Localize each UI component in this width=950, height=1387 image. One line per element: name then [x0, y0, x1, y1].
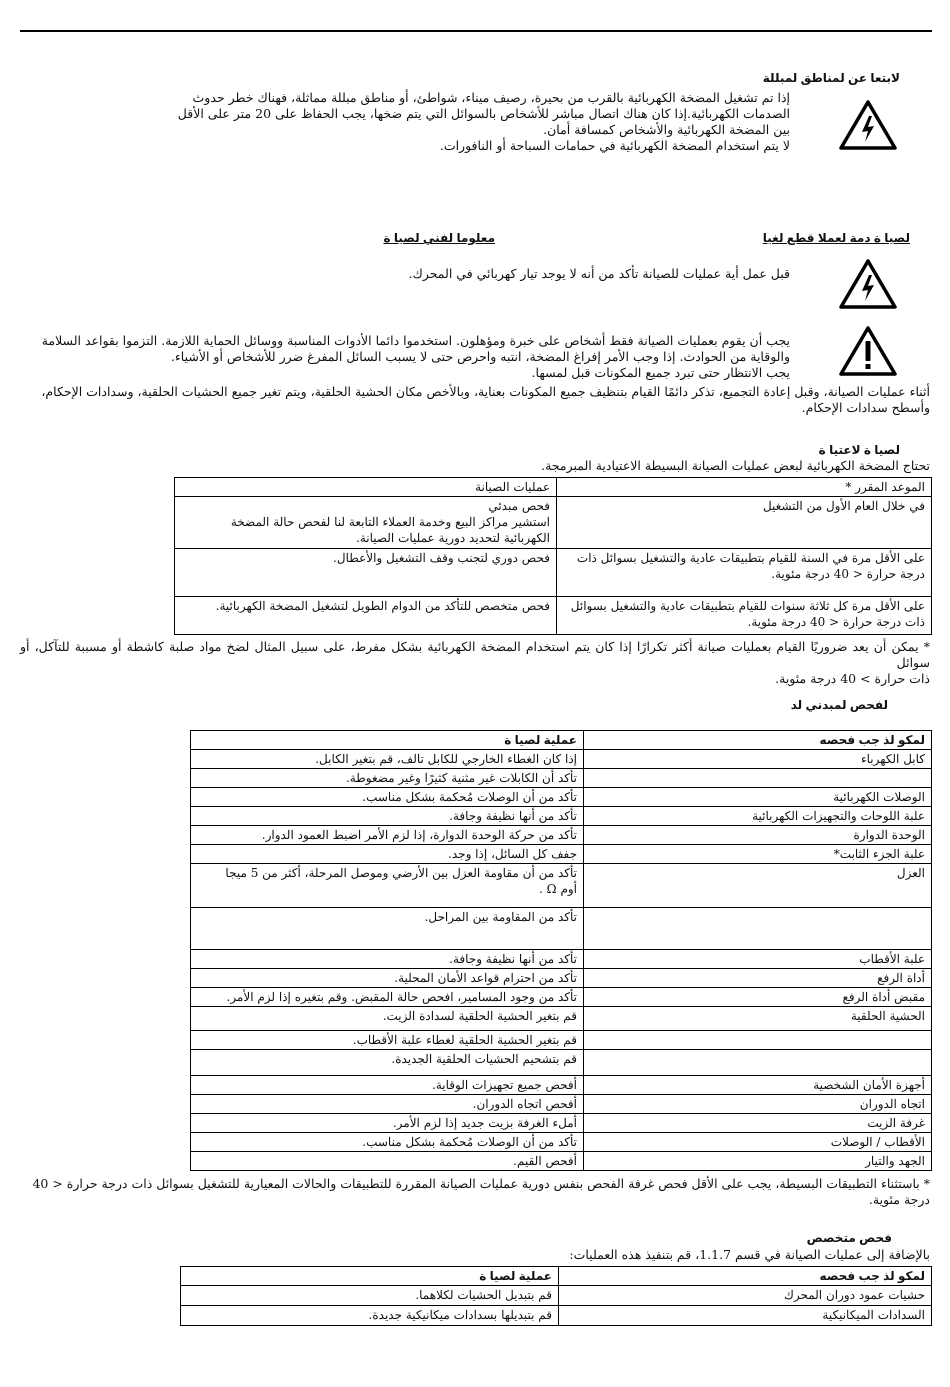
- op-line: تأكد من أن الوصلات مُحكمة بشكل مناسب.: [362, 790, 577, 804]
- table-row: [191, 988, 932, 1007]
- op-line: تأكد من أن مقاومة العزل بين الأرضي وموصل المرحلة، أكثر من 5 ميجا: [225, 866, 577, 880]
- op-cell: [191, 807, 584, 826]
- op-cell: [191, 845, 584, 864]
- op-line: جفف كل السائل، إذا وجد.: [448, 847, 577, 861]
- component-cell: الحشية الحلقية: [584, 1007, 932, 1031]
- component-cell: حشيات عمود دوران المحرك: [559, 1286, 932, 1306]
- op-cell: [191, 1007, 584, 1031]
- op-cell: [191, 769, 584, 788]
- op-line: قم بتغير الحشية الحلقية لغطاء علبة الأقطاب.: [352, 1033, 577, 1047]
- component-cell: [584, 1050, 932, 1076]
- schedule-cell: ذات درجة حرارة < 40 درجة مئوية.: [747, 615, 925, 629]
- table-row: [175, 549, 932, 597]
- section-specialist-title: فحص متخصص: [806, 1231, 892, 1245]
- op-line: أفحص اتجاه الدوران.: [472, 1097, 577, 1111]
- ops-cell: الكهربائية لتحديد دورية عمليات الصيانة.: [356, 531, 550, 545]
- table-row: [191, 1095, 932, 1114]
- op-cell: [191, 826, 584, 845]
- table-row: [191, 788, 932, 807]
- table-row: [175, 497, 932, 549]
- ops-cell: فحص متخصص للتأكد من الدوام الطويل لتشغيل المضخة الكهربائية.: [215, 599, 550, 613]
- warn-line-2: والوقاية من الحوادث. إذا وجب الأمر إفراغ المضخة، انتبه واحرص حتى لا يسبب السائل المفرغ ضرر للأشخاص أو الأشياء.: [170, 349, 790, 364]
- table-row: [191, 769, 932, 788]
- routine-table: [174, 477, 932, 635]
- op-cell: [191, 1152, 584, 1171]
- op-line: أفحص القيم.: [513, 1154, 577, 1168]
- op-line: تأكد أن الكابلات غير مثنية كثيرًا وغير مضغوطة.: [345, 771, 577, 785]
- op-line: تأكد من أن الوصلات مُحكمة بشكل مناسب.: [362, 1135, 577, 1149]
- section-wet-areas-text: [30, 90, 790, 154]
- ops-cell: استشير مراكز البيع وخدمة العملاء التابعة لنا لفحص حالة المضخة: [230, 515, 550, 529]
- section-wet-areas-title: لابتعا عن لمناطق لمبللة: [762, 71, 900, 85]
- table-row: [191, 969, 932, 988]
- check-footnote-line-1: * باستثناء التطبيقات البسيطة، يجب على الأقل فحص غرفة الفحص بنفس دورية عمليات الصيانة المقررة للتطبيقات والحالات المعيارية للتشغيل بسوائل ذات درجة حرارة < 40: [32, 1176, 930, 1191]
- wet-line-3: بين المضخة الكهربائية والأشخاص كمسافة أمان.: [543, 122, 790, 137]
- component-cell: [584, 908, 932, 950]
- schedule-cell: على الأقل مرة كل ثلاثة سنوات للقيام بتطبيقات عادية والتشغيل بسوائل: [570, 599, 925, 613]
- warning-icon: [838, 325, 898, 377]
- op-cell: [191, 950, 584, 969]
- table-row: [191, 1007, 932, 1031]
- warn-general-text: [20, 333, 790, 381]
- table-row: [191, 950, 932, 969]
- wet-line-4: لا يتم استخدام المضخة الكهربائية في حمامات السباحة أو النافورات.: [439, 138, 790, 153]
- op-line: قم بتشحيم الحشيات الحلقية الجديدة.: [391, 1052, 577, 1066]
- op-cell: [191, 1031, 584, 1050]
- assembly-note: [20, 384, 930, 416]
- op-line: إذا كان الغطاء الخارجي للكابل تالف، قم بتغير الكابل.: [315, 752, 577, 766]
- component-cell: الوحدة الدوارة: [584, 826, 932, 845]
- table-row: [191, 1152, 932, 1171]
- table-row: [191, 1076, 932, 1095]
- component-cell: أجهزة الأمان الشخصية: [584, 1076, 932, 1095]
- col-op-header: عملية لصيا ة: [181, 1267, 559, 1286]
- op-line: تأكد من وجود المسامير، افحص حالة المقبض. وقم بتغيره إذا لزم الأمر.: [226, 990, 577, 1004]
- op-cell: [191, 1076, 584, 1095]
- check-footnote-line-2: درجة مئوية.: [868, 1192, 930, 1207]
- op-cell: [191, 1114, 584, 1133]
- component-cell: أداة الرفع: [584, 969, 932, 988]
- op-cell: [191, 864, 584, 908]
- op-line: أفحص جميع تجهيزات الوقاية.: [432, 1078, 577, 1092]
- check-footnote: [20, 1176, 930, 1208]
- table-row: [181, 1306, 932, 1326]
- op-cell: [191, 1050, 584, 1076]
- ops-cell: فحص مبدئي: [488, 499, 550, 513]
- table-row: [191, 1133, 932, 1152]
- component-cell: [584, 769, 932, 788]
- component-cell: غرفة الزيت: [584, 1114, 932, 1133]
- assembly-line-2: وأسطح سدادات الإحكام.: [801, 400, 930, 415]
- op-line: تأكد من أنها نظيفة وجافة.: [449, 809, 577, 823]
- component-cell: العزل: [584, 864, 932, 908]
- op-line: تأكد من حركة الوحدة الدوارة، إذا لزم الأمر اضبط العمود الدوار.: [261, 828, 577, 842]
- routine-intro: تحتاج المضخة الكهربائية لبعض عمليات الصيانة البسيطة الاعتيادية المبرمجة.: [541, 458, 930, 473]
- col-component-header: لمكو لذ جب فحصه: [559, 1267, 932, 1286]
- assembly-line-1: أثناء عمليات الصيانة، وقبل إعادة التجميع، تذكر دائمًا القيام بتنظيف جميع المكونات بعناية، وبالأخص مكان الحشية الحلقية، ويتم تغير جميع الحشيات الحلقية، وسدادات الإحكام،: [41, 384, 930, 399]
- component-cell: علبة الأقطاب: [584, 950, 932, 969]
- component-cell: الوصلات الكهربائية: [584, 788, 932, 807]
- op-line: أملء الغرفة بزيت جديد إذا لزم الأمر.: [392, 1116, 577, 1130]
- component-cell: علبة الجزء الثابت*: [584, 845, 932, 864]
- op-line: تأكد من المقاومة بين المراحل.: [424, 910, 577, 924]
- schedule-cell: في خلال العام الأول من التشغيل: [762, 499, 925, 513]
- op-cell: [191, 988, 584, 1007]
- op-cell: [191, 750, 584, 769]
- warn-electric-text: قبل عمل أية عمليات للصيانة تأكد من أنه لا يوجد تيار كهربائي في المحرك.: [408, 266, 790, 281]
- routine-footnote: [20, 639, 930, 687]
- warn-line-1: يجب أن يقوم بعمليات الصيانة فقط أشخاص على خبرة ومؤهلون. استخدموا دائما الأدوات المناسبة ووسائل الحماية اللازمة. التزموا بقواعد السلامة: [41, 333, 790, 348]
- col-schedule-header: الموعد المقرر *: [557, 478, 932, 497]
- table-row: [191, 750, 932, 769]
- table-row: [191, 807, 932, 826]
- component-cell: علبة اللوحات والتجهيزات الكهربائية: [584, 807, 932, 826]
- table-row: [191, 1114, 932, 1133]
- ops-cell: فحص دوري لتجنب وقف التشغيل والأعطال.: [333, 551, 550, 565]
- table-row: [191, 1031, 932, 1050]
- col-ops-header: عمليات الصيانة: [175, 478, 557, 497]
- component-cell: الأقطاب / الوصلات: [584, 1133, 932, 1152]
- op-line: تأكد من احترام قواعد الأمان المحلية.: [394, 971, 577, 985]
- op-cell: [191, 1133, 584, 1152]
- top-rule: [20, 30, 932, 32]
- warn-line-3: يجب الانتظار حتى تبرد جميع المكونات قبل لمسها.: [531, 365, 790, 380]
- op-line: تأكد من أنها نظيفة وجافة.: [449, 952, 577, 966]
- op-line: أوم Ω .: [539, 882, 577, 896]
- op-cell: [191, 908, 584, 950]
- col-component-header: لمكو لذ جب فحصه: [584, 731, 932, 750]
- electric-hazard-icon: [838, 99, 898, 151]
- op-cell: [191, 788, 584, 807]
- component-cell: كابل الكهرباء: [584, 750, 932, 769]
- op-cell: [191, 1095, 584, 1114]
- table-row: [175, 597, 932, 635]
- table-row: [191, 845, 932, 864]
- component-cell: الجهد والتيار: [584, 1152, 932, 1171]
- wet-line-2: الصدمات الكهربائية.إذا كان هناك اتصال مباشر للأشخاص بالسوائل التي يتم ضخها، يجب الحفاظ على 20 متر على الأقل: [177, 106, 790, 121]
- op-cell: قم بتبديلها بسدادات ميكانيكية جديدة.: [181, 1306, 559, 1326]
- op-cell: [191, 969, 584, 988]
- op-line: قم بتغير الحشية الحلقية لسدادة الزيت.: [382, 1009, 577, 1023]
- specialist-table: [180, 1266, 932, 1326]
- routine-footnote-line-1: * يمكن أن يعد ضروريًا القيام بعمليات صيانة أكثر تكرارًا إذا كان يتم استخدام المضخة الكهربائية بشكل مفرط، على سبيل المثال لضخ مواد صلبة كاشطة أو مسببة للتآكل، أو سوائل: [20, 639, 930, 670]
- table-row: [191, 864, 932, 908]
- schedule-cell: على الأقل مرة في السنة للقيام بتطبيقات عادية والتشغيل بسوائل ذات: [576, 551, 925, 565]
- table-row: [191, 826, 932, 845]
- specialist-intro: بالإضافة إلى عمليات الصيانة في قسم 1.1.7، قم بتنفيذ هذه العمليات:: [569, 1247, 930, 1262]
- col-op-header: عملية لصيا ة: [191, 731, 584, 750]
- component-cell: مقبض أداة الرفع: [584, 988, 932, 1007]
- routine-footnote-line-2: ذات حرارة > 40 درجة مئوية.: [775, 671, 930, 686]
- component-cell: اتجاه الدوران: [584, 1095, 932, 1114]
- section-initial-check-title: لفحص لمبدني لد: [790, 698, 888, 712]
- table-row: [191, 908, 932, 950]
- section-maintenance-title: لصيا ة دمة لعملا قطع لغيا: [762, 231, 910, 245]
- component-cell: السدادات الميكانيكية: [559, 1306, 932, 1326]
- wet-line-1: إذا تم تشغيل المضخة الكهربائية بالقرب من بحيرة، رصيف ميناء، شواطئ، أو مناطق مبللة مماثلة، فهناك خطر حدوث: [192, 90, 790, 105]
- schedule-cell: درجة حرارة < 40 درجة مئوية.: [771, 567, 925, 581]
- electric-hazard-icon: [838, 258, 898, 310]
- section-technical-info-title: معلوما لفني لصيا ة: [383, 231, 495, 245]
- table-row: [181, 1286, 932, 1306]
- initial-check-table: [190, 730, 932, 1171]
- section-routine-title: لصيا ة لاعتيا ة: [818, 443, 900, 457]
- table-row: [191, 1050, 932, 1076]
- op-cell: قم بتبديل الحشيات لكلاهما.: [181, 1286, 559, 1306]
- component-cell: [584, 1031, 932, 1050]
